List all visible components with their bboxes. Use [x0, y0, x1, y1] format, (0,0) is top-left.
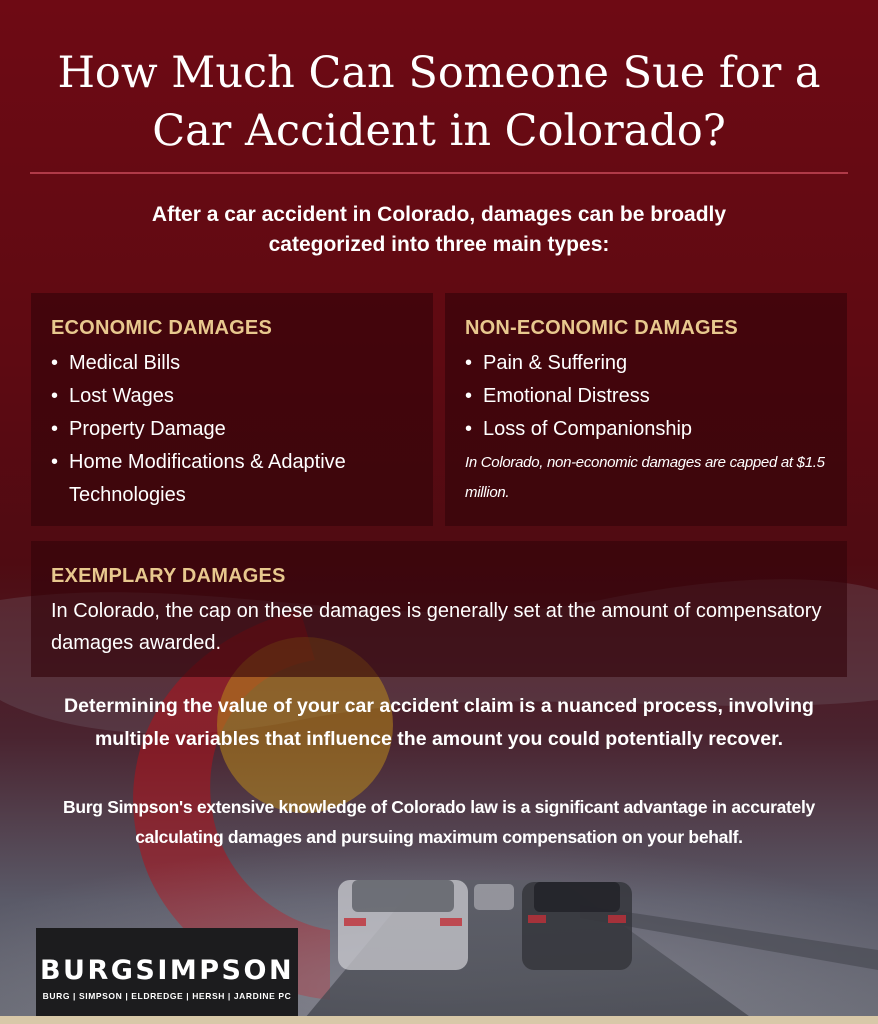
non-economic-damages-title: NON-ECONOMIC DAMAGES — [465, 317, 738, 339]
intro-text: After a car accident in Colorado, damages can be broadly categorized into three main types: — [151, 203, 727, 256]
list-item: • Lost Wages — [51, 380, 413, 413]
list-item: • Pain & Suffering — [465, 347, 827, 380]
burg-simpson-logo — [36, 928, 298, 1024]
exemplary-damages-panel — [31, 541, 847, 677]
firm-knowledge-paragraph: Burg Simpson's extensive knowledge of Colorado law is a significant advantage in accurately calculating damages and pursuing maximum compensation on your behalf. — [63, 797, 815, 847]
list-item: • Property Damage — [51, 413, 413, 446]
page-title: How Much Can Someone Sue for a Car Accident in Colorado? — [57, 48, 821, 156]
list-item: • Home Modifications & Adaptive Technologies — [51, 446, 413, 512]
economic-damages-panel — [31, 293, 433, 526]
exemplary-damages-text: In Colorado, the cap on these damages is generally set at the amount of compensatory damages awarded. — [51, 600, 822, 654]
non-economic-damages-panel — [445, 293, 847, 526]
logo-subtitle: BURG | SIMPSON | ELDREDGE | HERSH | JARDINE PC — [42, 991, 292, 1001]
title-divider — [30, 172, 848, 174]
claim-value-paragraph: Determining the value of your car accident claim is a nuanced process, involving multiple variables that influence the amount you could potentially recover. — [64, 695, 814, 750]
bottom-strip — [0, 1016, 878, 1024]
non-economic-cap-note: In Colorado, non-economic damages are capped at $1.5 million. — [465, 454, 825, 501]
list-item: • Medical Bills — [51, 347, 413, 380]
economic-damages-list — [51, 347, 413, 512]
exemplary-damages-title: EXEMPLARY DAMAGES — [51, 565, 286, 587]
list-item: • Emotional Distress — [465, 380, 827, 413]
logo-name: BURGSIMPSON — [39, 955, 295, 986]
economic-damages-title: ECONOMIC DAMAGES — [51, 317, 272, 339]
list-item: • Loss of Companionship — [465, 413, 827, 446]
non-economic-damages-list — [465, 347, 827, 446]
